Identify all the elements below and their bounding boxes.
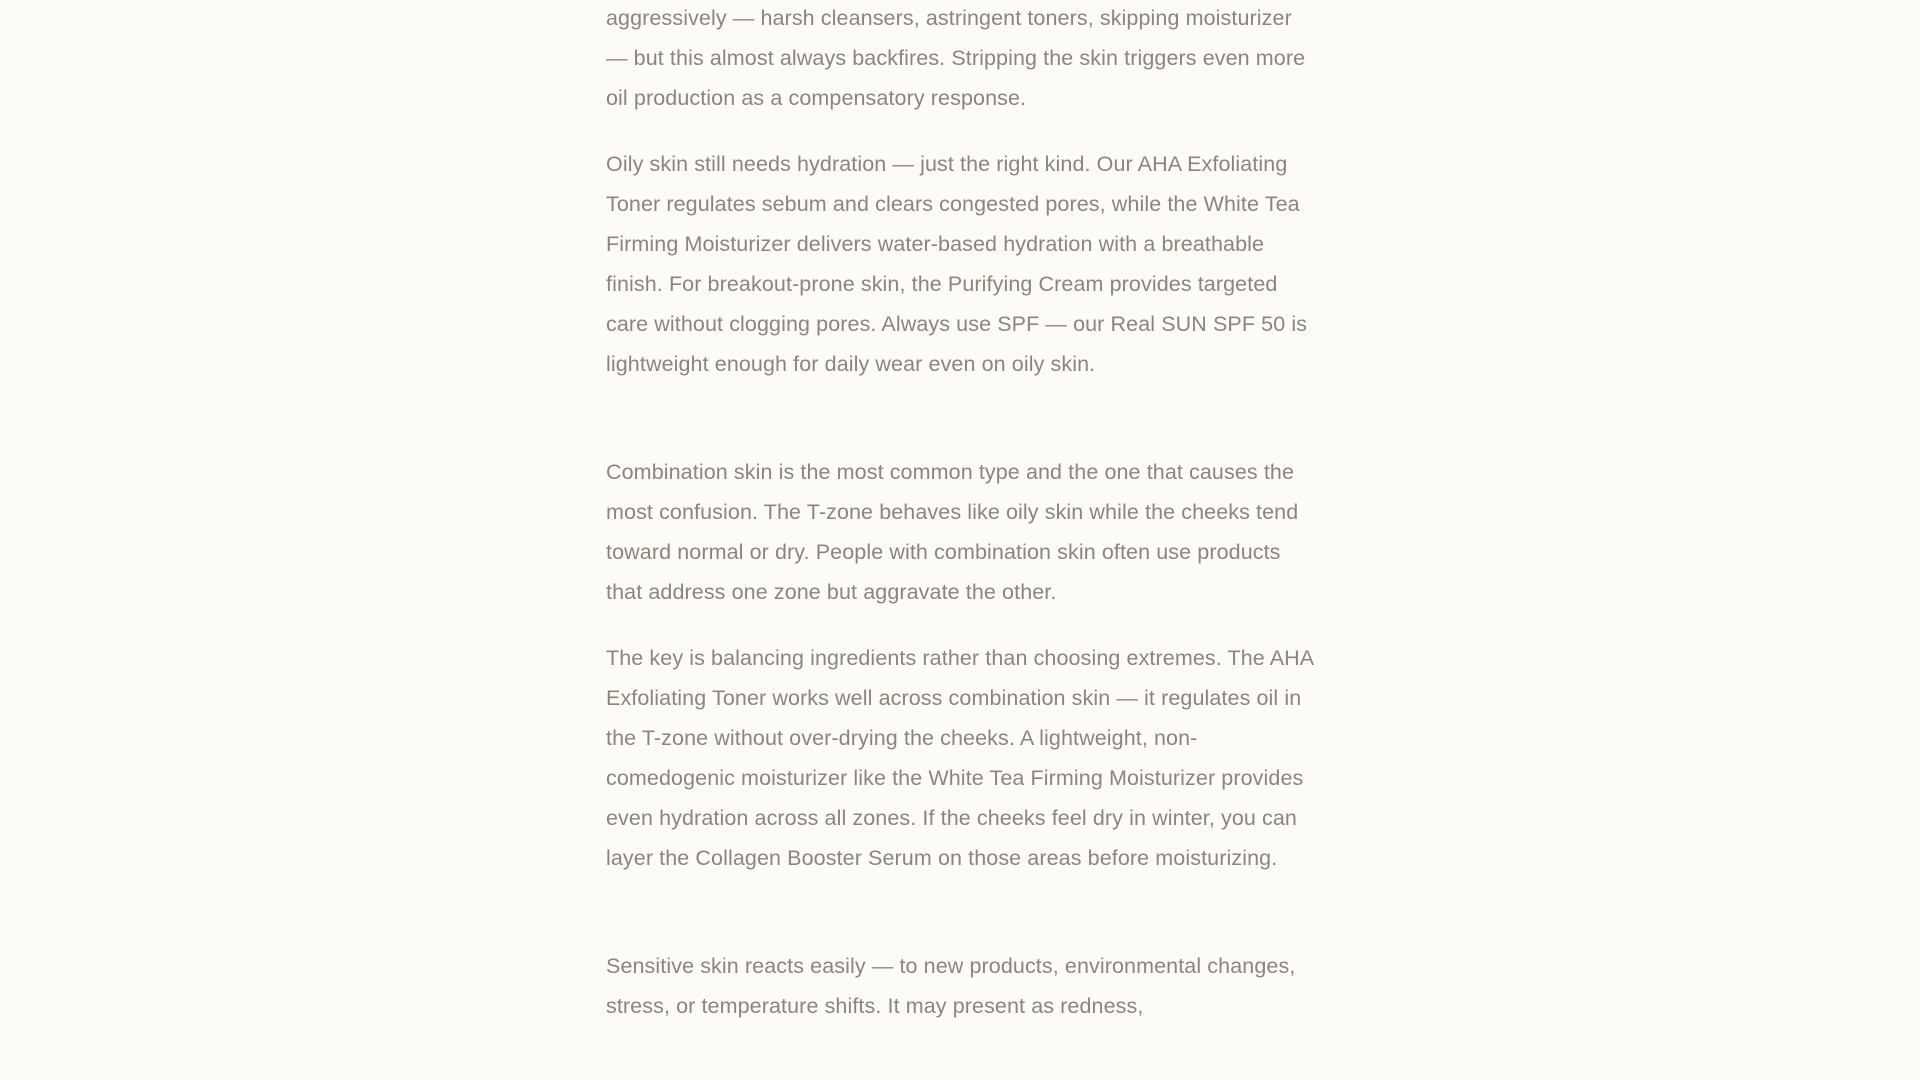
- section-divider-spacer-2: [606, 904, 1316, 946]
- paragraph-oily-skin-mistake: aggressively — harsh cleansers, astringent toners, skipping moisturizer — but this almost always backfires. Stripping the skin triggers even more oil production as a compensatory response.: [606, 6, 1306, 110]
- paragraph-oily-skin-routine: Oily skin still needs hydration — just the right kind. Our AHA Exfoliating Toner regulates sebum and clears congested pores, while the White Tea Firming Moisturizer delivers water-based hydration with a breathable finish. For breakout-prone skin, the Purifying Cream provides targeted care without clogging pores. Always use SPF — our Real SUN SPF 50 is lightweight enough for daily wear even on oily skin.: [606, 152, 1308, 376]
- paragraph-sensitive-skin-intro: Sensitive skin reacts easily — to new products, environmental changes, stress, or temperature shifts. It may present as redness,: [606, 954, 1296, 1018]
- article-body: [606, 0, 1316, 1052]
- paragraph-combination-skin-intro: Combination skin is the most common type and the one that causes the most confusion. The T-zone behaves like oily skin while the cheeks tend toward normal or dry. People with combination skin often use products that address one zone but aggravate the other.: [606, 460, 1299, 604]
- paragraph-combination-skin-routine: The key is balancing ingredients rather than choosing extremes. The AHA Exfoliating Toner works well across combination skin — it regulates oil in the T-zone without over-drying the cheeks. A lightweight, non-comedogenic moisturizer like the White Tea Firming Moisturizer provides even hydration across all zones. If the cheeks feel dry in winter, you can layer the Collagen Booster Serum on those areas before moisturizing.: [606, 646, 1314, 870]
- section-divider-spacer: [606, 410, 1316, 452]
